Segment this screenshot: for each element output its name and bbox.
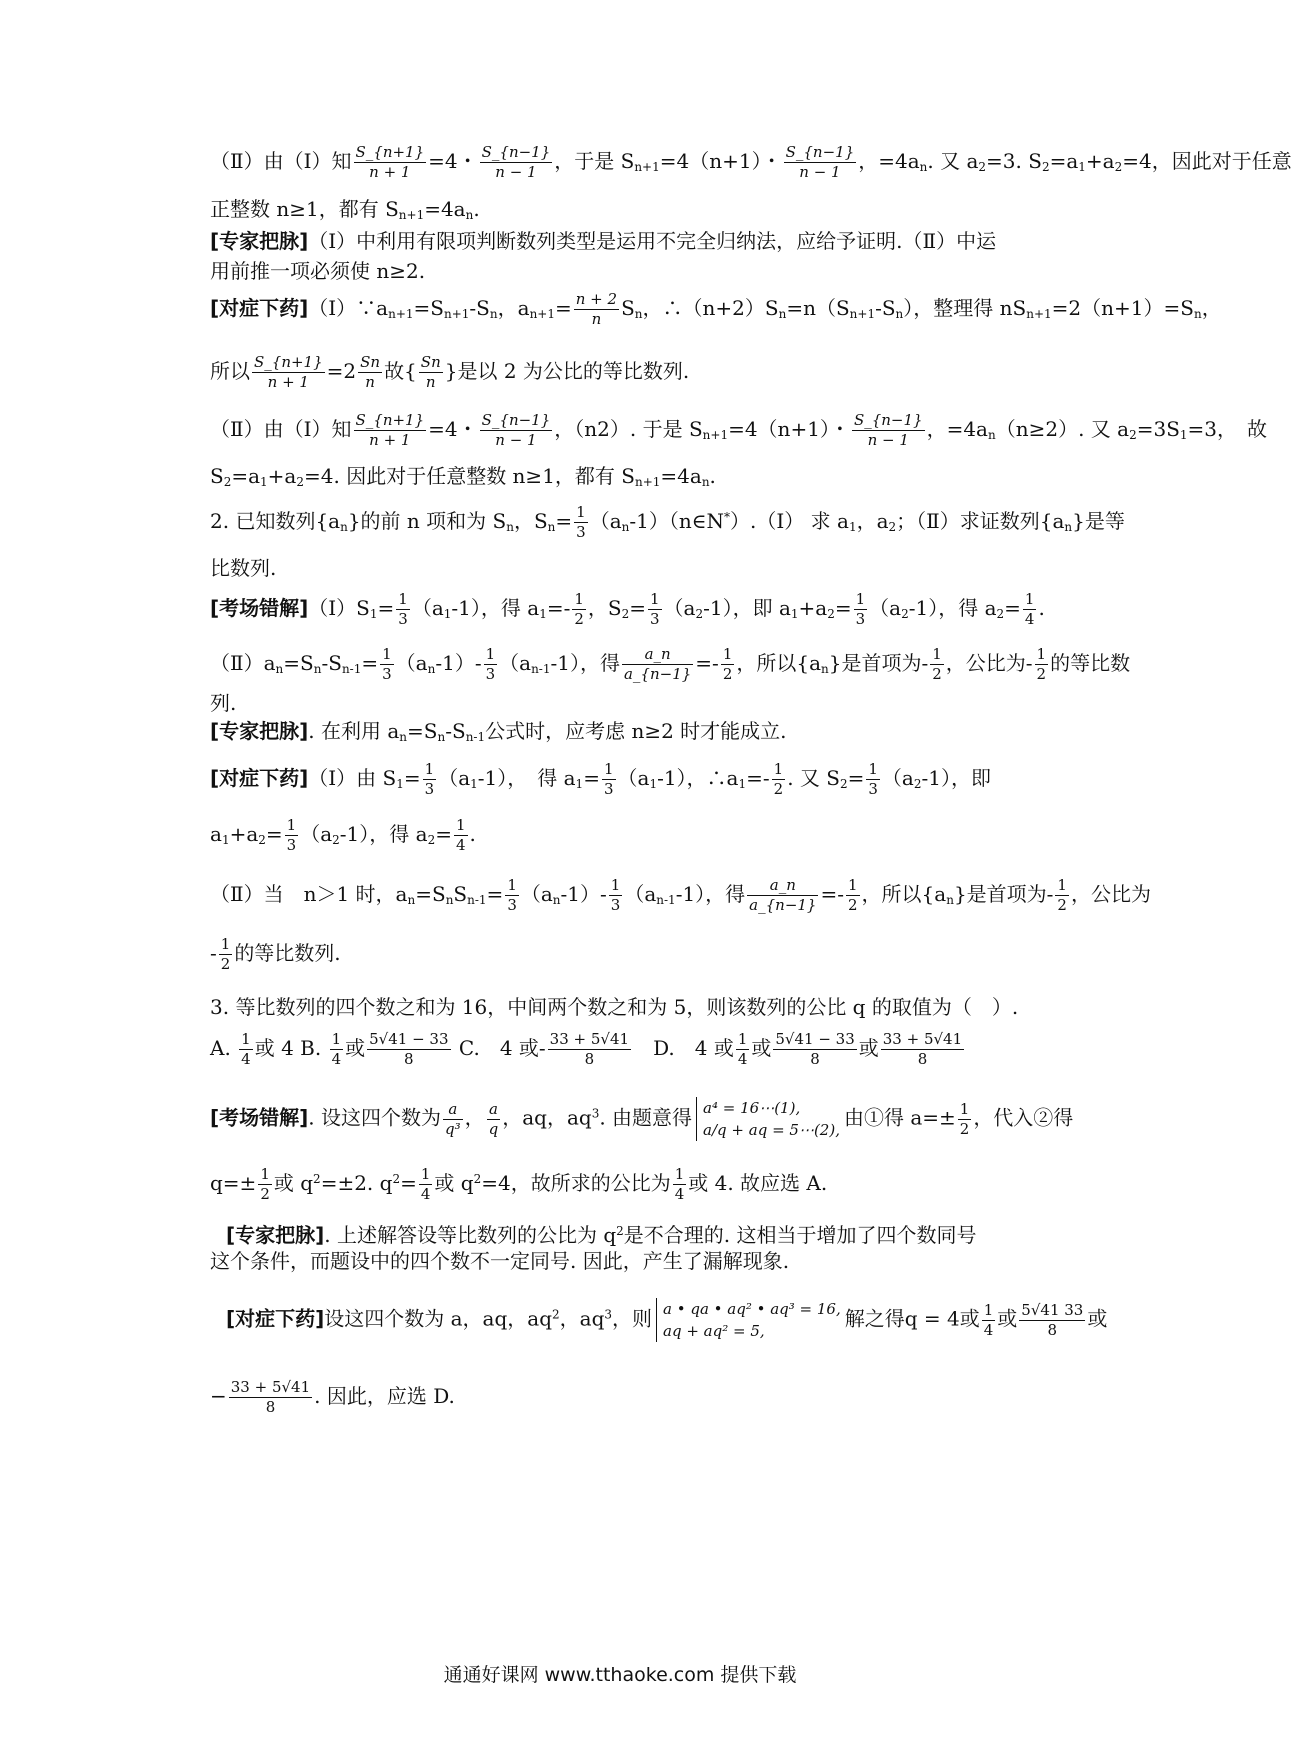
equation-system: a • qa • aq² • aq³ = 16, aq + aq² = 5,	[656, 1298, 841, 1342]
text: （Ⅱ）由（Ⅰ）知	[210, 149, 352, 173]
wrong-tag: [考场错解]	[210, 596, 309, 620]
fraction: $\frac{S\_\{n-1\}}{n - 1}$	[785, 143, 855, 181]
line-14: [专家把脉]. 在利用 $a_n=S_n-S_{n-1}$公式时，应考虑 n≥2 时才能成立.	[210, 719, 787, 744]
line-4: 用前推一项必须使 n≥2.	[210, 259, 426, 283]
line-17: （Ⅱ）当 n＞1 时，$a_n=S_nS_{n-1}=$ $\frac{1}{3}$ $(a_n-1)-$ $\frac{1}{3}$ $(a_{n-1}-1)$，得 $\frac{a\_n}{a\_\{n-1\}}$ =- $\frac{1}{2}$ ，所以$\{a_n\}$是首项为- $\frac{1}{2}$ ，公比为	[210, 876, 1151, 914]
line-9: 2. 已知数列$\{a_n\}$的前 n 项和为 $S_n$，$S_n=$ $\frac{1}{3}$ $(a_n-1)(n\in N^*).(Ⅰ)$ 求 $a_1$，$a_2$；（Ⅱ）求证数列$\{a_n\}$是等	[210, 503, 1125, 541]
line-21: [考场错解]. 设这四个数为 $\frac{a}{\text{q³}}$ ， $\frac{a}{q}$ ，aq，$aq^3$. 由题意得 a⁴ = 16⋯(1), a/q + aq = 5⋯(2), 由①得 a=± $\frac{1}{2}$ ，代入②得	[210, 1099, 1074, 1139]
line-5: [对症下药]$(Ⅰ)\because a_{n+1}=S_{n+1}-S_n$，$a_{n+1}=$ $\frac{n + 2}{n}$ $S_n$，$\therefore(n+2)S_n=n(S_{n+1}-S_n)$，整理得 $nS_{n+1}=2(n+1)=S_n$，	[210, 290, 1222, 328]
line-13: 列.	[210, 691, 237, 715]
line-19: 3. 等比数列的四个数之和为 16，中间两个数之和为 5，则该数列的公比 q 的取值为（ ）.	[210, 995, 1019, 1019]
line-24: 这个条件，而题设中的四个数不一定同号. 因此，产生了漏解现象.	[210, 1249, 790, 1273]
line-2: 正整数 n≥1，都有 $S_{n+1}=4a_n$.	[210, 197, 480, 222]
line-16: $a_1+a_2=$ $\frac{1}{3}$ $(a_2-1)$，得 $a_2=$ $\frac{1}{4}$ .	[210, 816, 476, 854]
line-20-choices: A. $\frac{1}{4}$ 或 4 B. $\frac{1}{4}$ 或 $\frac{5√41 - 33}{8}$ C. 4 或- $\frac{33 + 5√41}{8}$ D. 4 或 $\frac{1}{4}$ 或 $\frac{5√41 - 33}{8}$ 或 $\frac{33 + 5√41}{8}$	[210, 1030, 963, 1068]
line-23: [专家把脉]. 上述解答设等比数列的公比为 $q^2$是不合理的. 这相当于增加了四个数同号	[226, 1223, 977, 1247]
fraction: $\frac{1}{3}$	[576, 503, 586, 541]
line-25: [对症下药]设这四个数为 a，aq，$aq^2$，$aq^3$，则 a • qa • aq² • aq³ = 16, aq + aq² = 5, 解之得q = 4或 $\frac{1}{4}$ 或 $\frac{5√41 33}{8}$ 或	[226, 1300, 1108, 1340]
fraction: $\frac{S\_\{n-1\}}{n - 1}$	[481, 143, 551, 181]
fraction: $\frac{S\_\{n-1\}}{n - 1}$	[481, 411, 551, 449]
remedy-tag: [对症下药]	[210, 296, 309, 320]
line-15: [对症下药]（Ⅰ）由 $S_1=$ $\frac{1}{3}$ $(a_1-1)$， 得 $a_1=$ $\frac{1}{3}$ $(a_1-1)$，$\therefore a_1=-$ $\frac{1}{2}$ . 又 $S_2=$ $\frac{1}{3}$ $(a_2-1)$，即	[210, 760, 991, 798]
fraction: $\frac{S\_\{n-1\}}{n - 1}$	[853, 411, 923, 449]
fraction: $\frac{S\_\{n+1\}}{n + 1}$	[355, 143, 425, 181]
line-7: （Ⅱ）由（Ⅰ）知 $\frac{S\_\{n+1\}}{n + 1}$ =4・ $\frac{S\_\{n-1\}}{n - 1}$ ，（n2）. 于是 $S_{n+1}=4(n+1)$・ $\frac{S\_\{n-1\}}{n - 1}$ ，$=4a_n(n\ge 2)$. 又 $a_2=3S_1=3$， 故	[210, 411, 1268, 449]
fraction: $\frac{Sn}{n}$	[420, 353, 441, 391]
equation-system: a⁴ = 16⋯(1), a/q + aq = 5⋯(2),	[696, 1097, 840, 1141]
fraction: $\frac{S\_\{n+1\}}{n + 1}$	[254, 353, 323, 391]
line-22: q=± $\frac{1}{2}$ 或 $q^2=\pm 2$. $q^2=$ $\frac{1}{4}$ 或 $q^2=4$，故所求的公比为 $\frac{1}{4}$ 或 4. 故应选 A.	[210, 1165, 828, 1203]
line-8: $S_2=a_1+a_2=4$. 因此对于任意整数 n≥1，都有 $S_{n+1}=4a_n$.	[210, 464, 716, 489]
line-11: [考场错解]$(Ⅰ)S_1=$ $\frac{1}{3}$ $(a_1-1)$，得 $a_1=-$ $\frac{1}{2}$ ，$S_2=$ $\frac{1}{3}$ $(a_2-1)$，即 $a_1+a_2=$ $\frac{1}{3}$ $(a_2-1)$，得 $a_2=$ $\frac{1}{4}$ .	[210, 590, 1045, 628]
footer-source: 通通好课网 www.tthaoke.com 提供下载	[443, 1664, 797, 1686]
line-18: - $\frac{1}{2}$ 的等比数列.	[210, 935, 341, 973]
line-3: [专家把脉]（Ⅰ）中利用有限项判断数列类型是运用不完全归纳法，应给予证明.（Ⅱ）中运	[210, 229, 997, 253]
line-10: 比数列.	[210, 556, 277, 580]
fraction: $\frac{Sn}{n}$	[360, 353, 381, 391]
line-1: （Ⅱ）由（Ⅰ）知 $\frac{S\_\{n+1\}}{n + 1}$ =4・ $\frac{S\_\{n-1\}}{n - 1}$ ，于是 $S_{n+1}=4(n+1)$・ $\frac{S\_\{n-1\}}{n - 1}$ ，$=4a_n$. 又 $a_2=3$. $S_2=a_1+a_2=4$，因此对于任意	[210, 143, 1292, 181]
line-12: $(Ⅱ)a_n=S_n-S_{n-1}=$ $\frac{1}{3}$ $(a_n-1)-$ $\frac{1}{3}$ $(a_{n-1}-1)$，得 $\frac{a\_n}{a\_\{n-1\}}$ =- $\frac{1}{2}$ ，所以$\{a_n\}$是首项为- $\frac{1}{2}$ ，公比为- $\frac{1}{2}$ 的等比数	[210, 645, 1131, 683]
line-6: 所以 $\frac{S\_\{n+1\}}{n + 1}$ =2 $\frac{Sn}{n}$ 故{ $\frac{Sn}{n}$ }是以 2 为公比的等比数列.	[210, 353, 690, 391]
fraction: $\frac{n + 2}{n}$	[575, 290, 618, 328]
expert-tag: [专家把脉]	[210, 229, 309, 253]
line-26: − $\frac{33 + 5√41}{8}$ . 因此，应选 D.	[210, 1378, 455, 1416]
fraction: $\frac{S\_\{n+1\}}{n + 1}$	[355, 411, 425, 449]
